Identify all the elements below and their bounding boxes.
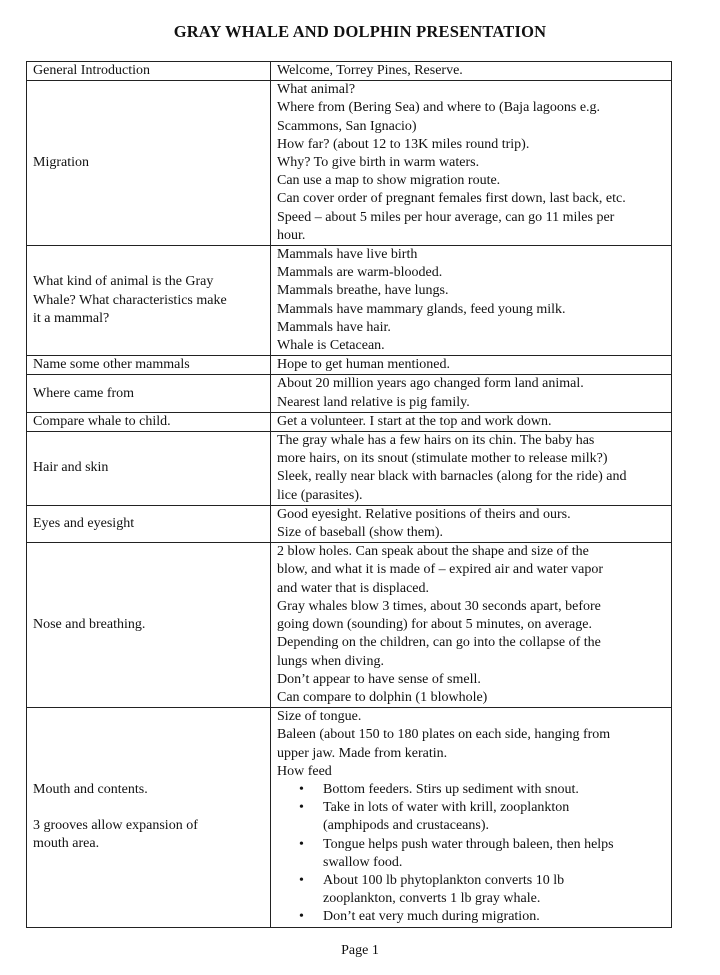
outline-row: [27, 356, 672, 375]
topic-text: it a mammal?: [33, 310, 110, 326]
topic-text: Eyes and eyesight: [33, 515, 135, 531]
note-line: Don’t appear to have sense of smell.: [277, 671, 481, 687]
bullet-line: • Don’t eat very much during migration.: [323, 909, 540, 925]
outline-row: [27, 246, 672, 356]
notes-cell: [271, 412, 672, 431]
notes-cell: [271, 81, 672, 246]
topic-text: Whale? What characteristics make: [33, 292, 227, 308]
note-line: more hairs, on its snout (stimulate mother to release milk?): [277, 451, 608, 467]
note-line: blow, and what it is made of – expired air and water vapor: [277, 562, 604, 578]
note-line: Sleek, really near black with barnacles (along for the ride) and: [277, 469, 627, 485]
note-line: Good eyesight. Relative positions of theirs and ours.: [277, 506, 571, 522]
note-line: lungs when diving.: [277, 653, 384, 669]
notes-cell: [271, 432, 672, 506]
outline-row: [27, 412, 672, 431]
bullet-item: [323, 872, 671, 908]
outline-row: [27, 505, 672, 542]
topic-text: General Introduction: [33, 63, 151, 78]
presentation-outline-table: [26, 61, 672, 928]
notes-cell: [271, 708, 672, 927]
note-line: Can cover order of pregnant females first down, last back, etc.: [277, 191, 626, 207]
note-line: Mammals have mammary glands, feed young milk.: [277, 301, 566, 317]
topic-text: Where came from: [33, 385, 135, 401]
topic-cell: [27, 246, 271, 356]
outline-row: [27, 708, 672, 927]
bullet-line: • Take in lots of water with krill, zooplankton: [323, 800, 570, 816]
note-line: Scammons, San Ignacio): [277, 118, 417, 134]
topic-cell: [27, 81, 271, 246]
bullet-item: [323, 908, 671, 926]
note-line: Mammals breathe, have lungs.: [277, 283, 449, 299]
outline-row: [27, 62, 672, 81]
notes-cell: [271, 356, 672, 375]
outline-row: [27, 543, 672, 708]
topic-cell: [27, 356, 271, 375]
topic-text: mouth area.: [33, 836, 100, 852]
bullet-line: zooplankton, converts 1 lb gray whale.: [323, 891, 541, 907]
page-number: Page 1: [341, 943, 379, 958]
note-line: Nearest land relative is pig family.: [277, 394, 470, 410]
document-title: GRAY WHALE AND DOLPHIN PRESENTATION: [173, 22, 547, 41]
note-line: Can compare to dolphin (1 blowhole): [277, 689, 488, 705]
note-line: Can use a map to show migration route.: [277, 173, 501, 189]
note-line: What animal?: [277, 82, 356, 98]
notes-cell: [271, 543, 672, 708]
bullet-item: [323, 799, 671, 835]
notes-cell: [271, 62, 672, 81]
note-line: The gray whale has a few hairs on its chin. The baby has: [277, 433, 595, 449]
note-line: Where from (Bering Sea) and where to (Baja lagoons e.g.: [277, 100, 601, 116]
note-line: lice (parasites).: [277, 487, 363, 503]
topic-text: What kind of animal is the Gray: [33, 274, 214, 290]
notes-cell: [271, 505, 672, 542]
note-line: Why? To give birth in warm waters.: [277, 155, 480, 171]
topic-text: Nose and breathing.: [33, 617, 146, 633]
outline-row: [27, 375, 672, 412]
topic-text: Hair and skin: [33, 460, 109, 476]
bullet-line: • Tongue helps push water through baleen, then helps: [323, 836, 614, 852]
outline-row: [27, 432, 672, 506]
note-line: upper jaw. Made from keratin.: [277, 745, 448, 761]
note-line: How far? (about 12 to 13K miles round trip).: [277, 136, 530, 152]
bullet-line: swallow food.: [323, 854, 403, 870]
topic-cell: [27, 62, 271, 81]
topic-cell: [27, 708, 271, 927]
note-line: Baleen (about 150 to 180 plates on each side, hanging from: [277, 727, 611, 743]
topic-text: Name some other mammals: [33, 357, 190, 373]
bullet-item: [323, 781, 671, 799]
note-line: Gray whales blow 3 times, about 30 seconds apart, before: [277, 598, 601, 614]
topic-text: 3 grooves allow expansion of: [33, 818, 198, 834]
note-line: How feed: [277, 763, 332, 779]
topic-text: Mouth and contents.: [33, 782, 148, 798]
note-line: hour.: [277, 227, 306, 243]
note-line: Speed – about 5 miles per hour average, can go 11 miles per: [277, 209, 615, 225]
notes-cell: [271, 246, 672, 356]
note-line: Mammals have hair.: [277, 319, 391, 335]
topic-cell: [27, 432, 271, 506]
topic-cell: [27, 505, 271, 542]
note-line: Welcome, Torrey Pines, Reserve.: [277, 63, 463, 78]
bullet-item: [323, 836, 671, 872]
outline-row: [27, 81, 672, 246]
notes-cell: [271, 375, 672, 412]
note-line: Size of baseball (show them).: [277, 525, 444, 541]
bullet-line: (amphipods and crustaceans).: [323, 818, 489, 834]
topic-cell: [27, 412, 271, 431]
note-line: Hope to get human mentioned.: [277, 357, 451, 373]
note-line: Depending on the children, can go into the collapse of the: [277, 635, 601, 651]
feeding-bullet-list: [277, 781, 671, 927]
topic-cell: [27, 543, 271, 708]
note-line: Size of tongue.: [277, 709, 362, 725]
topic-cell: [27, 375, 271, 412]
topic-text: Migration: [33, 155, 89, 171]
note-line: About 20 million years ago changed form land animal.: [277, 376, 584, 392]
topic-text: Compare whale to child.: [33, 413, 171, 429]
bullet-line: • Bottom feeders. Stirs up sediment with snout.: [323, 781, 579, 797]
note-line: Whale is Cetacean.: [277, 338, 385, 354]
note-line: 2 blow holes. Can speak about the shape and size of the: [277, 544, 589, 560]
note-line: Mammals are warm-blooded.: [277, 265, 443, 281]
note-line: Mammals have live birth: [277, 247, 418, 263]
bullet-line: • About 100 lb phytoplankton converts 10 lb: [323, 872, 565, 888]
note-line: Get a volunteer. I start at the top and work down.: [277, 413, 552, 429]
note-line: going down (sounding) for about 5 minutes, on average.: [277, 617, 592, 633]
note-line: and water that is displaced.: [277, 580, 430, 596]
